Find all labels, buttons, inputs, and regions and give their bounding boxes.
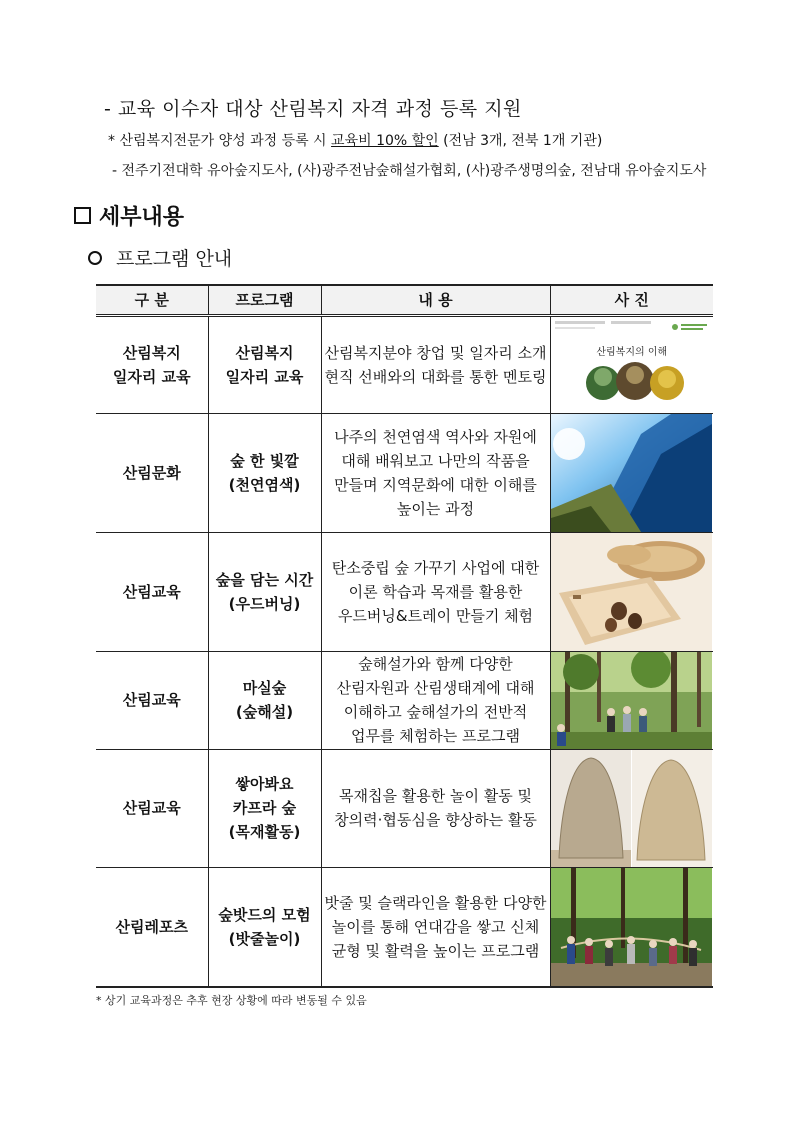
category-line: 산림교육 xyxy=(122,691,181,709)
program-line: 숲 한 빛깔 xyxy=(230,451,299,470)
table-header-row xyxy=(96,285,713,315)
content-line: 숲해설가와 함께 다양한 xyxy=(358,655,513,673)
rope-play-image xyxy=(551,868,712,986)
category-line: 산림교육 xyxy=(122,582,181,601)
row-category xyxy=(96,651,208,749)
program-line: 숲을 담는 시간 xyxy=(215,570,314,589)
content-line: 나주의 천연염색 역사와 자원에 xyxy=(334,427,537,446)
row-program xyxy=(208,413,321,532)
category-line: 일자리 교육 xyxy=(112,367,191,386)
checkbox-square-icon xyxy=(74,207,91,224)
subsection-title: 프로그램 안내 xyxy=(116,248,233,270)
program-table xyxy=(96,284,713,988)
discount-note-post: (전남 3개, 전북 1개 기관) xyxy=(438,133,603,149)
row-content xyxy=(321,749,550,867)
program-line: 일자리 교육 xyxy=(225,367,304,386)
program-line: (숲해설) xyxy=(235,703,294,721)
row-program xyxy=(208,315,321,413)
program-line: (목재활동) xyxy=(228,823,301,841)
content-line: 목재칩을 활용한 놀이 활동 및 xyxy=(339,787,532,805)
content-line: 이론 학습과 목재를 활용한 xyxy=(348,582,523,601)
content-line: 대해 배워보고 나만의 작품을 xyxy=(341,451,530,470)
program-line: 카프라 숲 xyxy=(232,799,297,817)
table-row xyxy=(96,413,713,532)
category-line: 산림레포츠 xyxy=(115,917,188,936)
row-content xyxy=(321,651,550,749)
row-photo xyxy=(550,749,713,867)
row-program xyxy=(208,532,321,651)
content-line: 만들며 지역문화에 대한 이해를 xyxy=(334,475,537,494)
table-row xyxy=(96,315,713,413)
content-line: 탄소중립 숲 가꾸기 사업에 대한 xyxy=(331,558,540,577)
header-photo: 사 진 xyxy=(550,285,713,315)
row-program xyxy=(208,749,321,867)
content-line: 밧줄 및 슬랙라인을 활용한 다양한 xyxy=(324,893,547,912)
header-category: 구 분 xyxy=(96,285,208,315)
content-line: 우드버닝&트레이 만들기 체험 xyxy=(337,606,534,625)
table-row xyxy=(96,749,713,867)
program-line: 쌓아봐요 xyxy=(235,775,294,793)
header-content: 내 용 xyxy=(321,285,550,315)
row-content xyxy=(321,413,550,532)
row-category xyxy=(96,867,208,987)
content-line: 현직 선배와의 대화를 통한 멘토링 xyxy=(324,367,547,386)
row-program xyxy=(208,651,321,749)
institution-list: - 전주기전대학 유아숲지도사, (사)광주전남숲해설가협회, (사)광주생명의숲, 전남대 유아숲지도사 xyxy=(112,163,707,179)
row-category xyxy=(96,413,208,532)
support-line: - 교육 이수자 대상 산림복지 자격 과정 등록 지원 xyxy=(104,98,522,120)
row-photo xyxy=(550,315,713,413)
content-line: 균형 및 활력을 높이는 프로그램 xyxy=(331,941,540,960)
row-photo xyxy=(550,413,713,532)
program-line: (천연염색) xyxy=(228,475,301,494)
wooden-tray-image xyxy=(551,533,712,651)
content-line: 이해하고 숲해설가의 전반적 xyxy=(343,703,528,721)
row-photo xyxy=(550,532,713,651)
content-line: 업무를 체험하는 프로그램 xyxy=(351,727,520,745)
row-category xyxy=(96,315,208,413)
row-category xyxy=(96,749,208,867)
discount-highlight: 교육비 10% 할인 xyxy=(331,133,439,149)
table-row xyxy=(96,651,713,749)
table-row xyxy=(96,532,713,651)
row-program xyxy=(208,867,321,987)
discount-note xyxy=(108,130,602,150)
subsection-heading xyxy=(88,244,232,271)
program-line: (밧줄놀이) xyxy=(228,929,301,948)
footnote: * 상기 교육과정은 추후 현장 상황에 따라 변동될 수 있음 xyxy=(96,994,367,1007)
slide-title: 산림복지의 이해 xyxy=(596,346,668,358)
content-line: 창의력·협동심을 향상하는 활동 xyxy=(334,811,537,829)
row-content xyxy=(321,532,550,651)
circle-bullet-icon xyxy=(88,251,102,265)
discount-note-pre: * 산림복지전문가 양성 과정 등록 시 xyxy=(108,133,332,149)
row-content xyxy=(321,315,550,413)
header-program: 프로그램 xyxy=(208,285,321,315)
slide-image xyxy=(551,317,712,413)
program-line: 마실숲 xyxy=(242,679,287,697)
category-line: 산림문화 xyxy=(122,463,181,482)
program-line: (우드버닝) xyxy=(228,594,301,613)
content-line: 놀이를 통해 연대감을 쌓고 신체 xyxy=(331,917,540,936)
wood-blocks-image xyxy=(551,750,712,867)
row-photo xyxy=(550,867,713,987)
forest-walk-image xyxy=(551,652,712,749)
row-category xyxy=(96,532,208,651)
content-line: 높이는 과정 xyxy=(396,499,475,518)
program-line: 숲밧드의 모험 xyxy=(218,905,311,924)
content-line: 산림자원과 산림생태계에 대해 xyxy=(336,679,535,697)
row-content xyxy=(321,867,550,987)
section-title: 세부내용 xyxy=(99,205,185,230)
section-heading xyxy=(74,200,184,231)
category-line: 산림교육 xyxy=(122,799,181,817)
table-row xyxy=(96,867,713,987)
content-line: 산림복지분야 창업 및 일자리 소개 xyxy=(324,343,547,362)
row-photo xyxy=(550,651,713,749)
program-line: 산림복지 xyxy=(235,343,294,362)
dyed-fabric-image xyxy=(551,414,712,532)
category-line: 산림복지 xyxy=(122,343,181,362)
